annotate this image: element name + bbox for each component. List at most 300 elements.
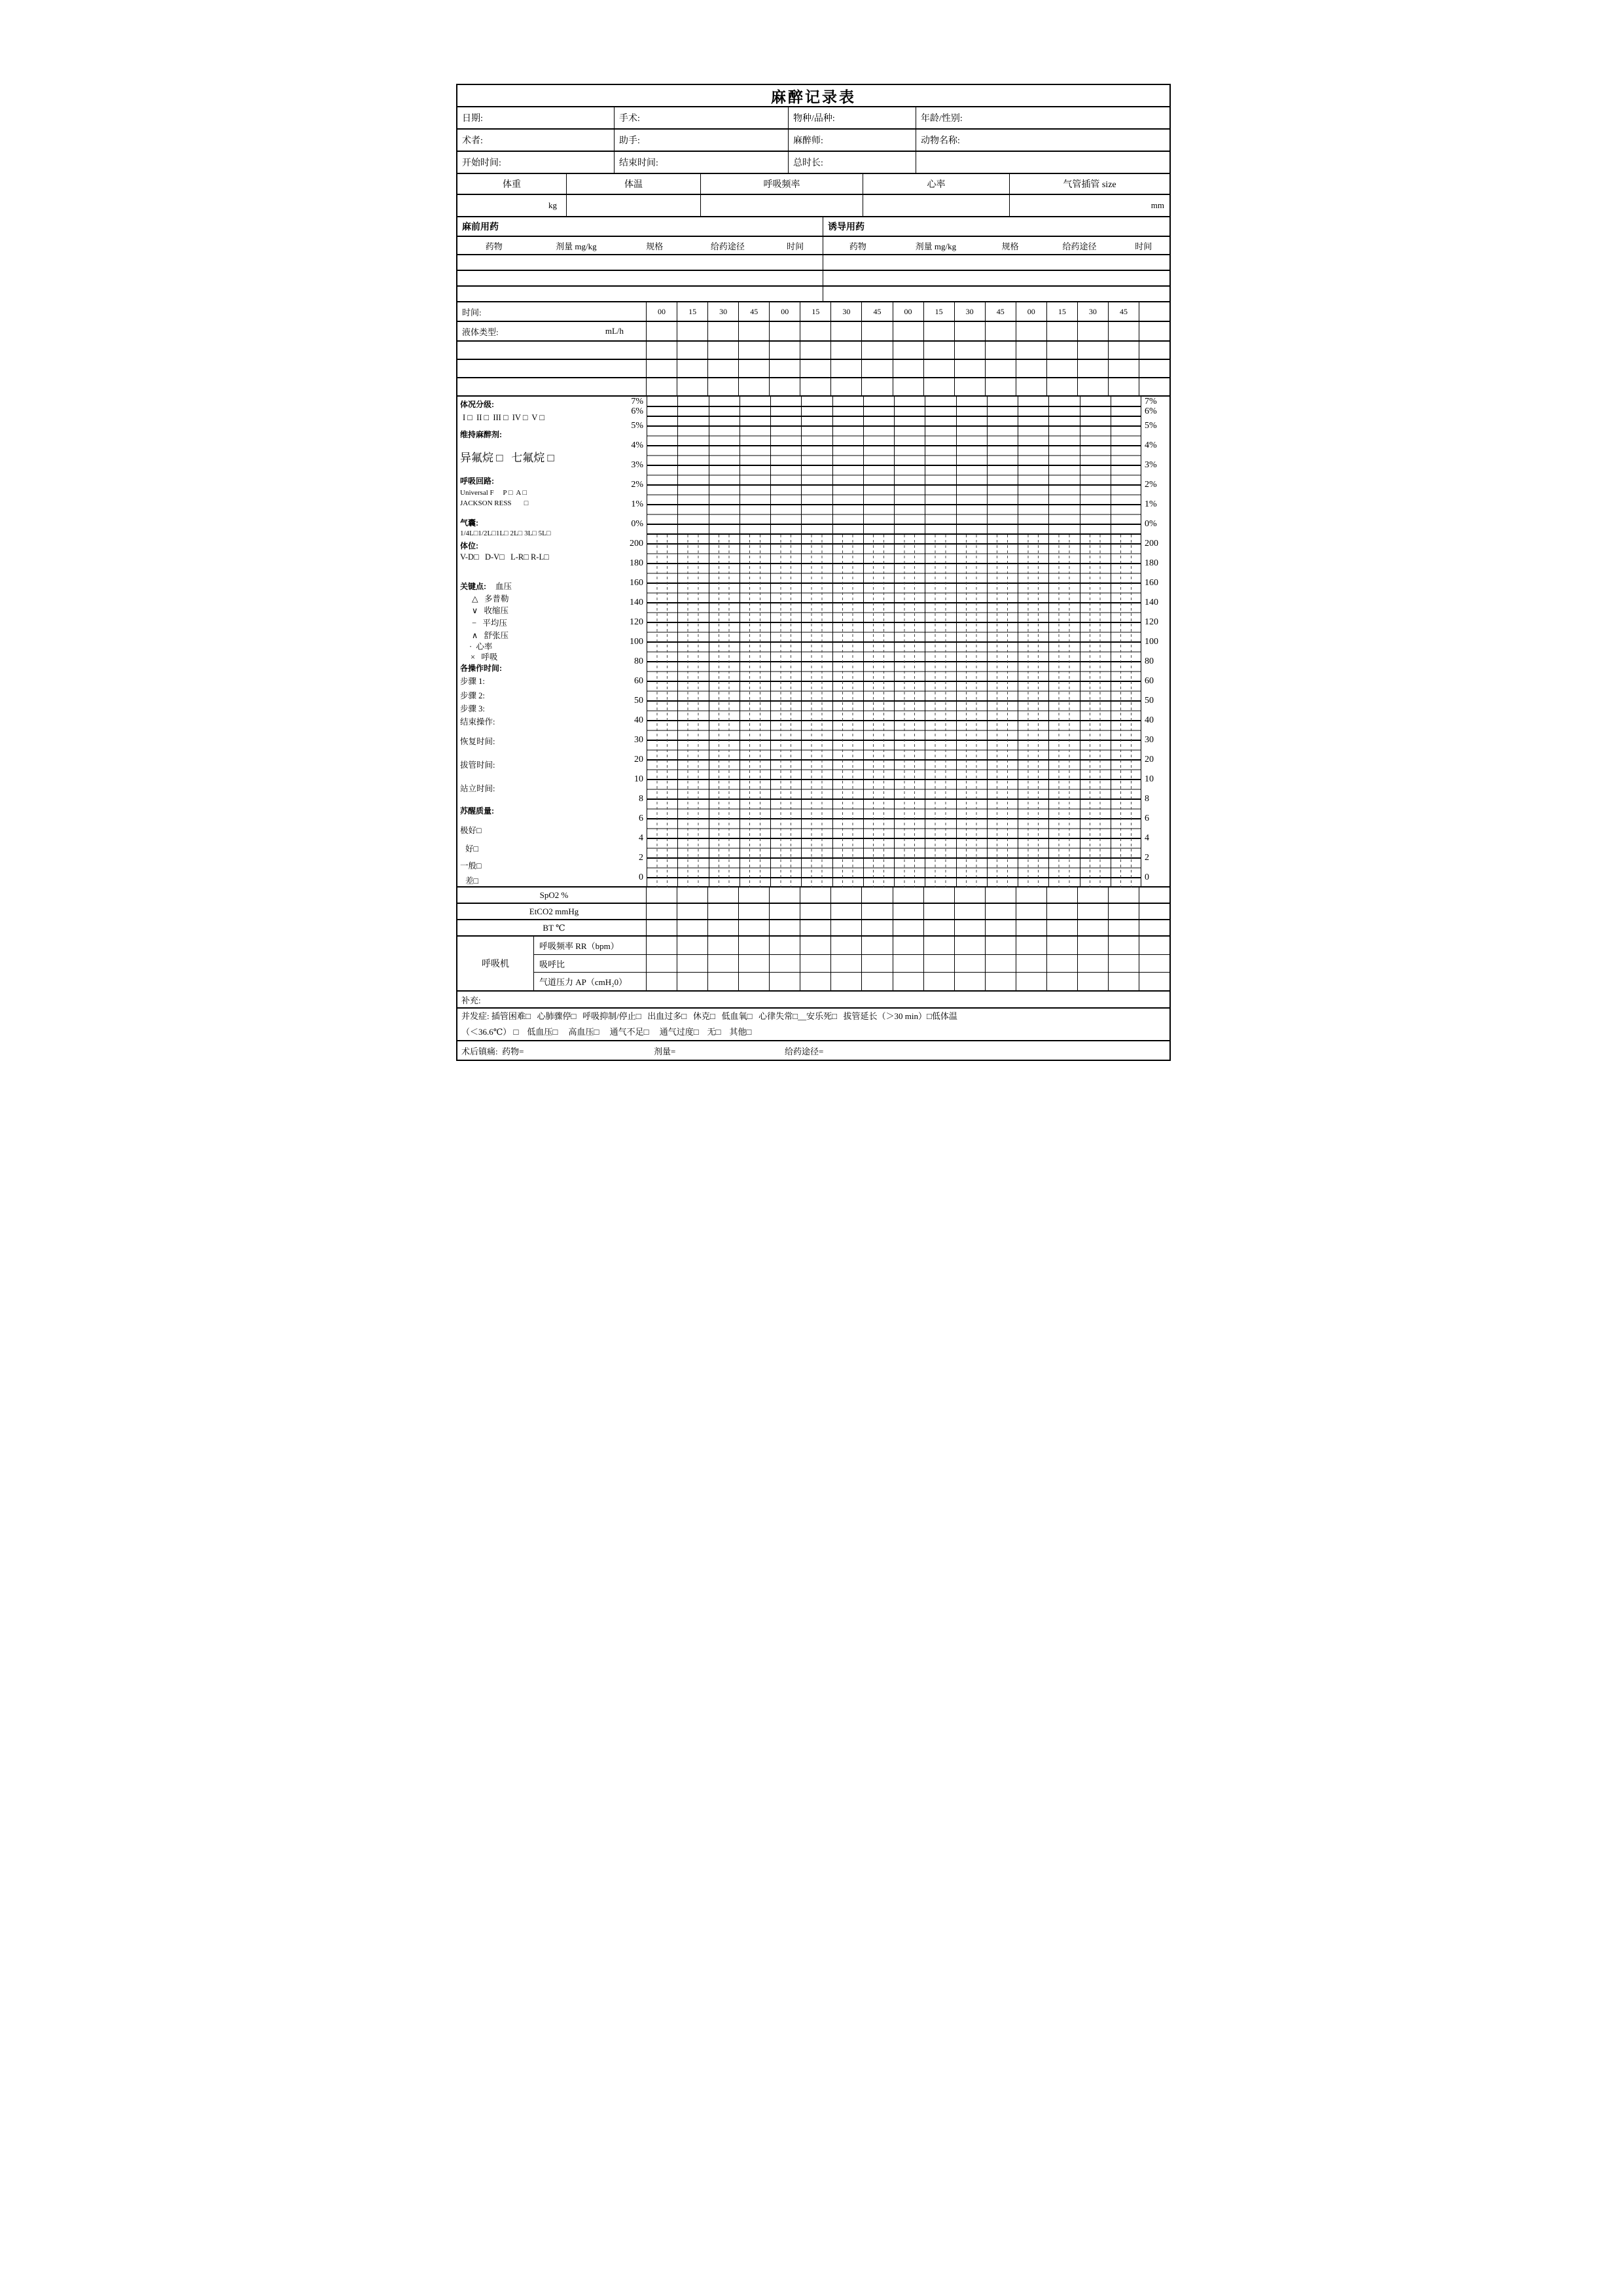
fluid-type-label: 液体类型:	[462, 327, 499, 337]
time-cell: 00	[893, 302, 924, 321]
weight-unit: kg	[457, 195, 567, 216]
grid-cell	[862, 920, 893, 935]
grid-cell	[955, 888, 986, 903]
percent-scale-label: 1%	[631, 499, 643, 509]
quality-poor-option: 差□	[465, 876, 479, 886]
ventilator-airway-pressure-label: 气道压力 AP（cmH₂0）	[534, 973, 647, 990]
vital-scale-label: 140	[630, 598, 643, 607]
grid-cell	[862, 973, 893, 990]
grid-cell	[1016, 888, 1047, 903]
etco2-label: EtCO2 mmHg	[457, 904, 647, 919]
anesthetic-agent-options: 异氟烷 □ 七氟烷 □	[460, 452, 554, 464]
ventilator-rr-cells	[647, 937, 1169, 954]
grid-cell	[739, 920, 770, 935]
grid-cell	[986, 888, 1016, 903]
grid-cell	[924, 378, 955, 395]
ventilator-rr-label: 呼吸频率 RR（bpm）	[534, 937, 647, 954]
temperature-header: 体温	[567, 174, 701, 194]
start-time-field: 开始时间:	[457, 152, 615, 173]
air-bag-size-options: 1/4L□1/2L□1L□ 2L□ 3L□ 5L□	[460, 529, 551, 537]
fluid-unit-label: mL/h	[605, 326, 624, 336]
induction-columns	[823, 237, 1169, 254]
infusion-label-cell	[457, 378, 647, 395]
vital-scale-label: 140	[1145, 598, 1158, 607]
grid-cell	[739, 322, 770, 340]
ventilator-ie-ratio-label: 吸呼比	[534, 955, 647, 973]
grid-cell	[1139, 888, 1169, 903]
percent-scale-label: 2%	[631, 480, 643, 490]
complications-line-2: （＜36.6℃） □ 低血压□ 高血压□ 通气不足□ 通气过度□ 无□ 其他□	[461, 1027, 752, 1037]
grid-cell	[739, 955, 770, 973]
grid-cell	[986, 378, 1016, 395]
grid-cell	[862, 322, 893, 340]
grid-cell	[1139, 360, 1169, 377]
time-cell: 00	[770, 302, 800, 321]
grid-cell	[1139, 322, 1169, 340]
vital-scale-label: 10	[1145, 774, 1154, 784]
total-duration-field: 总时长:	[789, 152, 916, 173]
step-1-label: 步骤 1:	[460, 677, 485, 686]
vital-scale-label: 0	[1145, 872, 1149, 882]
drug-row	[457, 271, 1169, 287]
grid-cell	[770, 322, 800, 340]
grid-cell	[831, 955, 862, 973]
chart-section	[457, 397, 1169, 888]
grid-cell	[1078, 955, 1109, 973]
grid-cell	[986, 937, 1016, 954]
grid-cell	[770, 973, 800, 990]
measurement-header-row	[457, 174, 1169, 195]
quality-fair-option: 一般□	[460, 861, 482, 870]
postop-dose-label: 剂量=	[654, 1046, 676, 1056]
grid-cell	[1078, 342, 1109, 359]
percent-scale-label: 6%	[1145, 406, 1157, 416]
vital-scale-label: 20	[634, 755, 643, 764]
grid-cell	[924, 955, 955, 973]
grid-cell	[1047, 888, 1078, 903]
vital-scale-label: 40	[1145, 715, 1154, 725]
grid-cell	[1016, 342, 1047, 359]
fluid-label-cell	[457, 322, 647, 340]
date-field: 日期:	[457, 107, 615, 128]
ventilator-ie-ratio-row	[534, 955, 1169, 973]
grid-cell	[647, 920, 677, 935]
infusion-row	[457, 378, 1169, 397]
grid-cell	[862, 888, 893, 903]
grid-cell	[739, 360, 770, 377]
grid-cell	[986, 360, 1016, 377]
vital-scale-label: 80	[634, 656, 643, 666]
ventilator-label: 呼吸机	[457, 937, 534, 990]
grid-cell	[1047, 904, 1078, 919]
grid-cell	[955, 360, 986, 377]
grid-cell	[986, 322, 1016, 340]
premed-drug-cell	[457, 287, 823, 301]
legend-respiration: × 呼吸	[471, 653, 498, 662]
grid-cell	[708, 973, 739, 990]
anesthesia-options-panel	[457, 397, 647, 886]
postop-route-label: 给药途径=	[785, 1046, 824, 1056]
premed-drug-cell	[457, 271, 823, 285]
time-cell: 00	[1016, 302, 1047, 321]
percent-scale-label: 3%	[1145, 460, 1157, 470]
grid-cell	[770, 955, 800, 973]
grid-cell	[708, 322, 739, 340]
vital-scale-label: 180	[630, 558, 643, 568]
grid-cell	[862, 955, 893, 973]
premed-drug-cell	[457, 255, 823, 270]
grid-cell	[647, 937, 677, 954]
grid-cell	[1078, 378, 1109, 395]
vital-scale-label: 30	[1145, 735, 1154, 745]
vital-scale-label: 2	[1145, 853, 1149, 863]
etco2-cells	[647, 904, 1169, 919]
induction-drug-cell	[823, 287, 1169, 301]
grid-cell	[1139, 904, 1169, 919]
grid-cell	[770, 360, 800, 377]
legend-systolic: ∨ 收缩压	[472, 606, 509, 615]
vital-scale-label: 8	[639, 794, 643, 804]
grid-cell	[862, 904, 893, 919]
air-bag-label: 气囊:	[460, 518, 478, 528]
grid-cell	[955, 342, 986, 359]
drug-row	[457, 255, 1169, 271]
grid-cell	[924, 888, 955, 903]
time-cell: 15	[1047, 302, 1078, 321]
vital-scale-label: 30	[634, 735, 643, 745]
grid-cell	[1109, 904, 1139, 919]
grid-cell	[677, 360, 708, 377]
infusion-label-cell	[457, 342, 647, 359]
supplement-label: 补充:	[461, 995, 481, 1005]
vital-scale-label: 10	[634, 774, 643, 784]
page-title: 麻醉记录表	[771, 88, 856, 105]
grid-cell	[955, 955, 986, 973]
grid-cell	[1139, 973, 1169, 990]
grid-cell	[708, 888, 739, 903]
grid-cell	[677, 888, 708, 903]
complications-row	[457, 1009, 1169, 1041]
heart-rate-value-cell	[863, 195, 1010, 216]
grid-cell	[800, 322, 831, 340]
grid-cell	[1016, 955, 1047, 973]
grid-cell	[924, 973, 955, 990]
grid-cell	[677, 378, 708, 395]
grid-cell	[893, 973, 924, 990]
key-points-bp-label: 血压	[495, 582, 512, 591]
respiratory-rate-header: 呼吸频率	[701, 174, 863, 194]
percent-scale-label: 4%	[631, 440, 643, 450]
grid-cell	[831, 322, 862, 340]
grid-cell	[770, 937, 800, 954]
vital-scale-label: 120	[1145, 617, 1158, 627]
grid-cell	[1109, 973, 1139, 990]
grid-cell	[955, 937, 986, 954]
infusion-cells	[647, 342, 1169, 359]
medication-column-header: 药物	[849, 241, 866, 251]
vital-scale-label: 8	[1145, 794, 1149, 804]
grid-cell	[800, 360, 831, 377]
vital-scale-label: 160	[630, 578, 643, 588]
infusion-row	[457, 342, 1169, 360]
time-cell: 45	[1109, 302, 1139, 321]
vital-scale-label: 200	[1145, 539, 1158, 548]
grid-cell	[1078, 920, 1109, 935]
percent-scale-label: 0%	[1145, 519, 1157, 529]
time-cell: 45	[862, 302, 893, 321]
time-cells	[647, 302, 1169, 321]
grid-cell	[893, 937, 924, 954]
key-points-label: 关键点:	[460, 582, 486, 591]
grid-cell	[1109, 888, 1139, 903]
bt-label: BT ℃	[457, 920, 647, 935]
grid-cell	[986, 973, 1016, 990]
grid-cell	[708, 378, 739, 395]
grid-cell	[677, 937, 708, 954]
percent-scale-label: 5%	[1145, 421, 1157, 431]
percent-scale-label: 6%	[631, 406, 643, 416]
grid-cell	[708, 937, 739, 954]
grid-cell	[708, 920, 739, 935]
time-cell: 30	[1078, 302, 1109, 321]
infusion-row	[457, 360, 1169, 378]
grid-cell	[1109, 360, 1139, 377]
grid-cell	[831, 973, 862, 990]
grid-cell	[647, 904, 677, 919]
grid-cell	[800, 937, 831, 954]
vital-scale-label: 80	[1145, 656, 1154, 666]
grid-cell	[1109, 955, 1139, 973]
grid-cell	[647, 322, 677, 340]
grid-cell	[924, 937, 955, 954]
grid-cell	[1078, 973, 1109, 990]
vital-scale-label: 4	[639, 833, 643, 843]
grid-cell	[831, 342, 862, 359]
ventilator-section	[457, 937, 1169, 992]
complications-line-1: 并发症: 插管困难□ 心肺骤停□ 呼吸抑制/停止□ 出血过多□ 休克□ 低血氧□ 心律失常□__安乐死□ 拔管延长（＞30 min）□低体温	[461, 1011, 957, 1021]
time-cell: 45	[986, 302, 1016, 321]
anesthesia-record-sheet	[406, 0, 1217, 1148]
grid-cell	[1109, 937, 1139, 954]
medication-column-header: 剂量 mg/kg	[915, 241, 957, 251]
grid-cell	[955, 904, 986, 919]
grid-cell	[893, 378, 924, 395]
grid-cell	[893, 342, 924, 359]
grid-cell	[739, 973, 770, 990]
grid-cell	[893, 920, 924, 935]
grid-cell	[739, 904, 770, 919]
et-tube-unit: mm	[1150, 200, 1164, 210]
time-row	[457, 302, 1169, 322]
percent-scale-label: 7%	[1145, 397, 1157, 406]
end-operation-label: 结束操作:	[460, 717, 495, 726]
grid-cell	[1047, 973, 1078, 990]
info-empty-cell	[916, 152, 1169, 173]
standing-time-label: 站立时间:	[460, 784, 495, 793]
vital-scale-label: 50	[634, 696, 643, 706]
grid-cell	[1078, 360, 1109, 377]
vital-scale-label: 180	[1145, 558, 1158, 568]
vital-scale-label: 60	[634, 676, 643, 686]
grid-cell	[677, 322, 708, 340]
recovery-quality-label: 苏醒质量:	[460, 806, 494, 816]
surgeon-field: 术者:	[457, 130, 615, 151]
grid-cell	[647, 888, 677, 903]
grid-cell	[739, 888, 770, 903]
operation-times-label: 各操作时间:	[460, 664, 502, 673]
grid-cell	[1139, 920, 1169, 935]
grid-cell	[677, 920, 708, 935]
ventilator-ap-cells	[647, 973, 1169, 990]
time-label: 时间:	[457, 302, 647, 321]
breathing-circuit-label: 呼吸回路:	[460, 476, 494, 486]
grid-cell	[986, 955, 1016, 973]
step-2-label: 步骤 2:	[460, 691, 485, 700]
grid-cell	[677, 904, 708, 919]
grid-cell	[893, 322, 924, 340]
bt-cells	[647, 920, 1169, 935]
legend-doppler: △ 多普勒	[472, 594, 509, 603]
grid-cell	[1016, 360, 1047, 377]
grid-cell	[955, 378, 986, 395]
time-cell	[1139, 302, 1169, 321]
grid-cell	[924, 904, 955, 919]
grid-cell	[708, 955, 739, 973]
induction-title: 诱导用药	[828, 221, 865, 232]
grid-cell	[739, 378, 770, 395]
legend-diastolic: ∧ 舒张压	[472, 631, 509, 640]
grid-cell	[1016, 973, 1047, 990]
grid-cell	[1047, 360, 1078, 377]
recovery-time-label: 恢复时间:	[460, 737, 495, 746]
grid-cell	[800, 973, 831, 990]
weight-header: 体重	[457, 174, 567, 194]
grid-cell	[893, 360, 924, 377]
percent-scale-label: 0%	[631, 519, 643, 529]
circuit-universal-f-options: Universal F P □ A □	[460, 489, 527, 497]
grid-cell	[708, 360, 739, 377]
bt-row	[457, 920, 1169, 937]
postop-analgesia-row	[457, 1041, 1169, 1060]
vital-scale-label: 60	[1145, 676, 1154, 686]
vital-scale-label: 6	[1145, 814, 1149, 823]
extubation-time-label: 拔管时间:	[460, 761, 495, 770]
time-cell: 00	[647, 302, 677, 321]
ventilator-rr-row	[534, 937, 1169, 955]
grid-cell	[924, 360, 955, 377]
percent-scale-label: 5%	[631, 421, 643, 431]
grid-cell	[1047, 937, 1078, 954]
grid-cell	[1109, 342, 1139, 359]
respiratory-rate-value-cell	[701, 195, 863, 216]
grid-cell	[893, 955, 924, 973]
body-position-label: 体位:	[460, 541, 478, 550]
fluid-cells	[647, 322, 1169, 340]
grid-cell	[1047, 920, 1078, 935]
grid-cell	[1078, 937, 1109, 954]
vital-scale-label: 0	[639, 872, 643, 882]
grid-cell	[800, 955, 831, 973]
vital-scale-label: 160	[1145, 578, 1158, 588]
percent-scale-label: 2%	[1145, 480, 1157, 490]
time-cell: 45	[739, 302, 770, 321]
grid-cell	[1016, 937, 1047, 954]
medication-columns-row	[457, 237, 1169, 255]
spo2-label: SpO2 %	[457, 888, 647, 903]
grid-cell	[770, 378, 800, 395]
infusion-label-cell	[457, 360, 647, 377]
induction-drug-cell	[823, 271, 1169, 285]
grid-cell	[862, 342, 893, 359]
etco2-row	[457, 904, 1169, 920]
grid-cell	[677, 973, 708, 990]
grid-cell	[800, 888, 831, 903]
fluid-row	[457, 322, 1169, 342]
measurement-value-row	[457, 195, 1169, 217]
grid-cell	[924, 342, 955, 359]
time-cell: 15	[800, 302, 831, 321]
grid-cell	[647, 378, 677, 395]
vital-scale-label: 200	[630, 539, 643, 548]
chart-grid	[647, 397, 1141, 888]
vital-scale-label: 4	[1145, 833, 1149, 843]
grid-cell	[1016, 920, 1047, 935]
chart-grid-area	[647, 397, 1141, 886]
info-row-2	[457, 130, 1169, 152]
et-tube-size-header: 气管插管 size	[1063, 180, 1116, 190]
grid-cell	[1139, 378, 1169, 395]
time-cell: 15	[677, 302, 708, 321]
vital-scale-label: 100	[1145, 637, 1158, 647]
grid-cell	[1078, 322, 1109, 340]
grid-cell	[831, 904, 862, 919]
quality-excellent-option: 极好□	[460, 826, 482, 835]
premed-columns	[457, 237, 823, 254]
surgery-field: 手术:	[615, 107, 789, 128]
infusion-cells	[647, 378, 1169, 395]
grid-cell	[955, 920, 986, 935]
legend-mean-pressure: − 平均压	[472, 619, 507, 628]
grid-cell	[770, 888, 800, 903]
drug-row	[457, 287, 1169, 302]
medication-column-header: 给药途径	[710, 241, 745, 251]
medication-column-header: 时间	[1135, 241, 1152, 251]
medication-column-header: 规格	[1001, 241, 1019, 251]
vital-scale-label: 120	[630, 617, 643, 627]
grid-cell	[831, 937, 862, 954]
spo2-row	[457, 888, 1169, 904]
grid-cell	[1047, 322, 1078, 340]
step-3-label: 步骤 3:	[460, 704, 485, 713]
assistant-field: 助手:	[615, 130, 789, 151]
time-cell: 30	[831, 302, 862, 321]
supplement-row	[457, 992, 1169, 1009]
grid-cell	[1016, 322, 1047, 340]
grid-cell	[986, 920, 1016, 935]
grid-cell	[677, 342, 708, 359]
vital-scale-label: 100	[630, 637, 643, 647]
grid-cell	[800, 920, 831, 935]
time-cell: 30	[955, 302, 986, 321]
grid-cell	[800, 342, 831, 359]
time-cell: 30	[708, 302, 739, 321]
grid-cell	[1139, 342, 1169, 359]
vital-scale-label: 6	[639, 814, 643, 823]
info-row-1	[457, 107, 1169, 130]
grid-cell	[1139, 955, 1169, 973]
grid-cell	[862, 360, 893, 377]
grid-cell	[1047, 378, 1078, 395]
